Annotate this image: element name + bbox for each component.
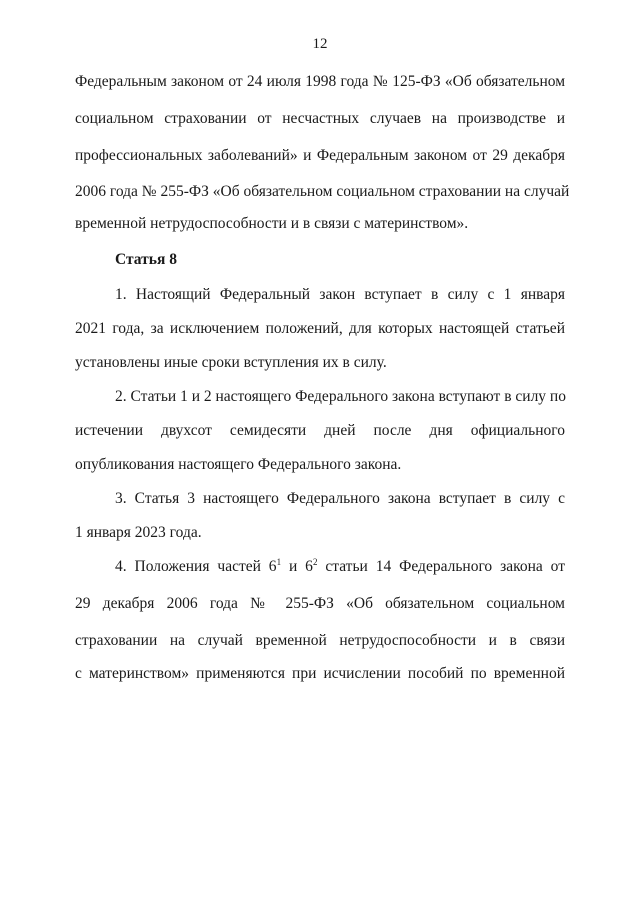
clause4-line-4: с материнством» применяются при исчислении пособий по временной — [75, 665, 565, 682]
clause2-line-1: 2. Статьи 1 и 2 настоящего Федерального закона вступают в силу по — [115, 388, 566, 405]
clause1-line-2: 2021 года, за исключением положений, для которых настоящей статьей — [75, 320, 565, 337]
clause2-line-3: опубликования настоящего Федерального закона. — [75, 456, 402, 473]
intro-line-2: социальном страховании от несчастных случаев на производстве и — [75, 110, 565, 127]
clause3-line-2: 1 января 2023 года. — [75, 524, 202, 541]
clause4-superscript-1: 1 — [276, 556, 282, 567]
article-heading: Статья 8 — [115, 251, 177, 268]
clause1-line-1: 1. Настоящий Федеральный закон вступает в силу с 1 января — [115, 286, 565, 303]
intro-line-5: временной нетрудоспособности и в связи с материнством». — [75, 215, 469, 232]
intro-line-3: профессиональных заболеваний» и Федеральным законом от 29 декабря — [75, 147, 565, 164]
intro-line-4: 2006 года № 255-ФЗ «Об обязательном социальном страховании на случай — [75, 183, 570, 200]
clause4-text-a: 4. Положения частей 6 — [115, 558, 277, 575]
clause4-line-1 — [115, 557, 565, 577]
clause4-superscript-2: 2 — [312, 556, 318, 567]
clause4-line-3: страховании на случай временной нетрудоспособности и в связи — [75, 632, 565, 649]
page-number: 12 — [312, 36, 328, 52]
intro-line-1: Федеральным законом от 24 июля 1998 года № 125-ФЗ «Об обязательном — [75, 73, 565, 90]
clause4-text-b: и 6 — [281, 558, 313, 575]
clause4-text-c: статьи 14 Федерального закона от — [317, 558, 565, 575]
clause2-line-2: истечении двухсот семидесяти дней после дня официального — [75, 422, 565, 439]
clause4-line-2: 29 декабря 2006 года № 255-ФЗ «Об обязательном социальном — [75, 595, 565, 612]
clause3-line-1: 3. Статья 3 настоящего Федерального закона вступает в силу с — [115, 490, 565, 507]
clause1-line-3: установлены иные сроки вступления их в силу. — [75, 354, 387, 371]
